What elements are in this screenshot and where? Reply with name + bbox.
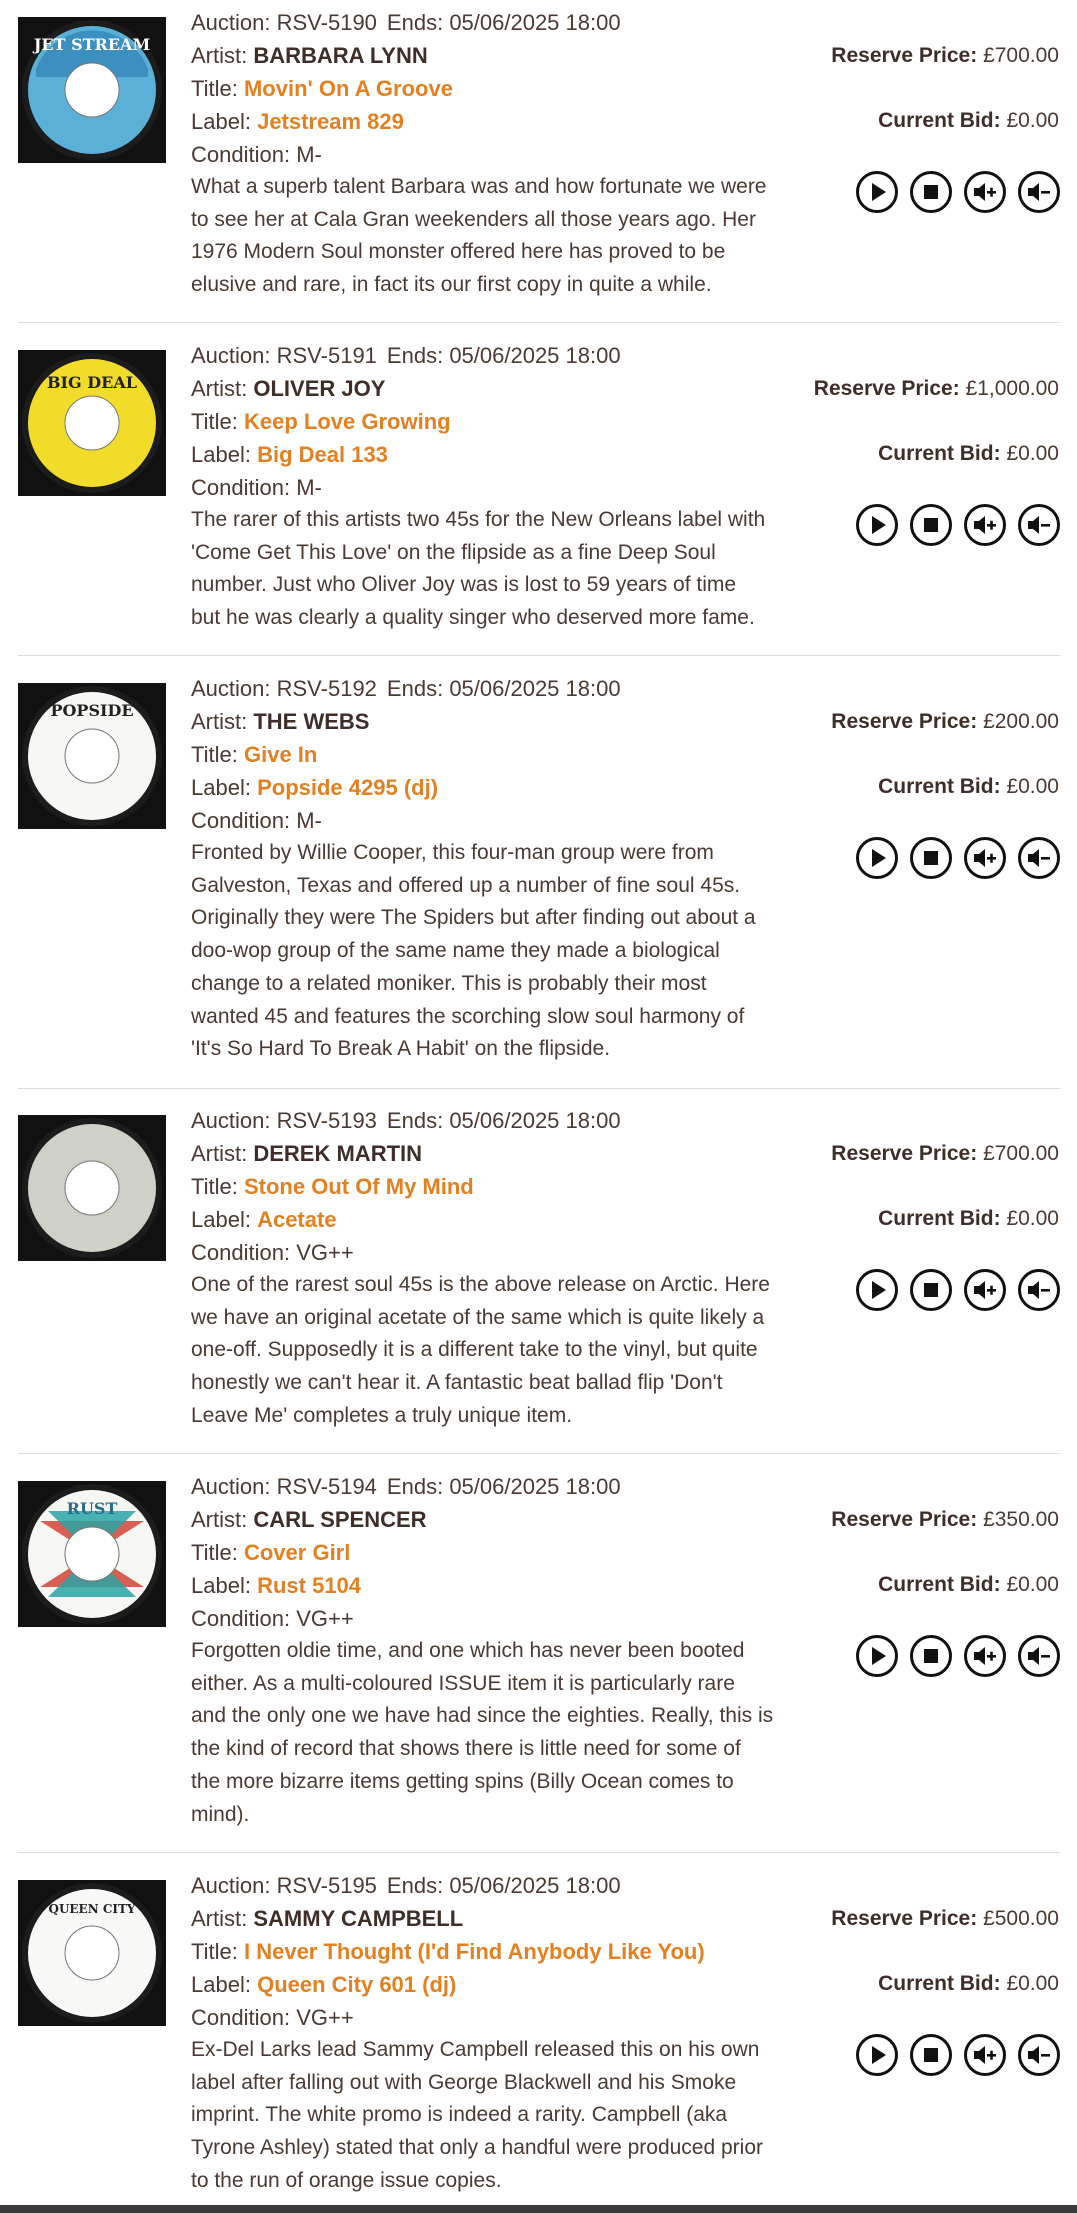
play-icon	[859, 1272, 895, 1308]
description-line: change to a related moniker. This is probably their most	[191, 971, 707, 995]
current-bid-value: £0.00	[1006, 442, 1059, 465]
play-icon	[859, 840, 895, 876]
artist-label: Artist:	[191, 1507, 248, 1532]
title-label: Title:	[191, 1540, 238, 1565]
condition-value: VG++	[296, 2005, 354, 2030]
auction-label: Auction:	[191, 1873, 271, 1898]
record-title[interactable]: Movin' On A Groove	[243, 76, 453, 101]
end-date: 05/06/2025 18:00	[449, 676, 621, 701]
volume-up-button[interactable]	[964, 1635, 1006, 1677]
auction-label: Auction:	[191, 676, 271, 701]
description	[191, 1269, 801, 1433]
play-icon	[859, 2037, 895, 2073]
reserve-value: £1,000.00	[965, 377, 1059, 400]
record-title[interactable]: Give In	[243, 742, 318, 767]
artist-label: Artist:	[191, 1906, 248, 1931]
record-image[interactable]	[18, 683, 166, 829]
description	[191, 837, 801, 1066]
title-label: Title:	[191, 1939, 238, 1964]
description-line: Galveston, Texas and offered up a number of fine soul 45s.	[191, 873, 741, 897]
label-label: Label:	[191, 1972, 251, 1997]
volume-up-button[interactable]	[964, 837, 1006, 879]
description-line: wanted 45 and features the scorching slow soul harmony of	[191, 1004, 745, 1028]
reserve-price	[831, 1139, 1059, 1169]
reserve-label: Reserve Price:	[831, 710, 978, 733]
record-image[interactable]	[18, 1481, 166, 1627]
volume-down-button[interactable]	[1018, 1269, 1060, 1311]
condition-label: Condition:	[191, 1240, 291, 1265]
end-date: 05/06/2025 18:00	[449, 1873, 621, 1898]
reserve-value: £500.00	[983, 1907, 1059, 1930]
play-button[interactable]	[856, 171, 898, 213]
condition-label: Condition:	[191, 2005, 291, 2030]
current-bid	[878, 439, 1059, 469]
play-icon	[859, 174, 895, 210]
description-line: Fronted by Willie Cooper, this four-man group were from	[191, 841, 714, 864]
current-bid-label: Current Bid:	[878, 1573, 1001, 1596]
artist-name: CARL SPENCER	[253, 1507, 427, 1532]
ends-label: Ends:	[386, 10, 444, 35]
record-title[interactable]: Keep Love Growing	[243, 409, 451, 434]
record-image[interactable]	[18, 1115, 166, 1261]
end-date: 05/06/2025 18:00	[449, 10, 621, 35]
description-line: label after falling out with George Blackwell and his Smoke	[191, 2070, 737, 2094]
volume-up-icon	[967, 1272, 1003, 1308]
play-button[interactable]	[856, 1635, 898, 1677]
description-line: one-off. Supposedly it is a different take to the vinyl, but quite	[191, 1338, 758, 1362]
description-line: to see her at Cala Gran weekenders all those years ago. Her	[191, 207, 756, 231]
stop-icon	[913, 174, 949, 210]
end-date: 05/06/2025 18:00	[449, 1474, 621, 1499]
auction-id: RSV-5191	[276, 343, 377, 368]
artist-name: SAMMY CAMPBELL	[253, 1906, 464, 1931]
end-date: 05/06/2025 18:00	[449, 343, 621, 368]
condition-value: VG++	[296, 1606, 354, 1631]
auction-id: RSV-5190	[276, 10, 377, 35]
reserve-value: £700.00	[983, 44, 1059, 67]
play-button[interactable]	[856, 1269, 898, 1311]
description-line: What a superb talent Barbara was and how fortunate we were	[191, 175, 767, 198]
condition-value: M-	[296, 142, 322, 167]
volume-down-icon	[1021, 1638, 1057, 1674]
item-divider	[18, 1453, 1060, 1454]
description-line: number. Just who Oliver Joy was is lost to 59 years of time	[191, 573, 737, 597]
condition-label: Condition:	[191, 1606, 291, 1631]
label-label: Label:	[191, 1573, 251, 1598]
auction-id: RSV-5194	[276, 1474, 377, 1499]
record-title[interactable]: Stone Out Of My Mind	[243, 1174, 474, 1199]
stop-icon	[913, 507, 949, 543]
reserve-label: Reserve Price:	[831, 1508, 978, 1531]
ends-label: Ends:	[386, 1474, 444, 1499]
play-button[interactable]	[856, 2034, 898, 2076]
end-date: 05/06/2025 18:00	[449, 1108, 621, 1133]
label-label: Label:	[191, 1207, 251, 1232]
current-bid	[878, 1570, 1059, 1600]
auction-label: Auction:	[191, 343, 271, 368]
volume-down-icon	[1021, 840, 1057, 876]
record-image[interactable]	[18, 350, 166, 496]
description-line: we have an original acetate of the same which is quite likely a	[191, 1305, 765, 1329]
reserve-price	[831, 1904, 1059, 1934]
current-bid-value: £0.00	[1006, 1207, 1059, 1230]
volume-up-button[interactable]	[964, 2034, 1006, 2076]
artist-label: Artist:	[191, 376, 248, 401]
record-image[interactable]	[18, 1880, 166, 2026]
artist-name: OLIVER JOY	[253, 376, 386, 401]
volume-up-icon	[967, 1638, 1003, 1674]
record-label[interactable]: Acetate	[257, 1207, 337, 1232]
item-divider	[18, 322, 1060, 323]
description-line: Tyrone Ashley) stated that only a handful were produced prior	[191, 2136, 764, 2160]
reserve-label: Reserve Price:	[831, 44, 978, 67]
reserve-value: £700.00	[983, 1142, 1059, 1165]
description	[191, 1635, 801, 1831]
disc-label-text: QUEEN CITY	[48, 1902, 136, 1916]
volume-down-icon	[1021, 1272, 1057, 1308]
description	[191, 2034, 801, 2198]
description	[191, 504, 801, 635]
stop-icon	[913, 1638, 949, 1674]
artist-label: Artist:	[191, 709, 248, 734]
stop-button[interactable]	[910, 1269, 952, 1311]
volume-up-icon	[967, 174, 1003, 210]
auction-id: RSV-5192	[276, 676, 377, 701]
description-line: Forgotten oldie time, and one which has never been booted	[191, 1639, 745, 1662]
auction-label: Auction:	[191, 1474, 271, 1499]
artist-label: Artist:	[191, 1141, 248, 1166]
player-controls	[856, 2034, 1060, 2082]
player-controls	[856, 837, 1060, 885]
volume-up-icon	[967, 840, 1003, 876]
stop-button[interactable]	[910, 504, 952, 546]
auction-id: RSV-5193	[276, 1108, 377, 1133]
artist-label: Artist:	[191, 43, 248, 68]
label-label: Label:	[191, 442, 251, 467]
reserve-price	[831, 1505, 1059, 1535]
item-divider	[18, 1852, 1060, 1853]
title-label: Title:	[191, 76, 238, 101]
ends-label: Ends:	[386, 676, 444, 701]
description-line: 1976 Modern Soul monster offered here has proved to be	[191, 240, 726, 264]
current-bid	[878, 106, 1059, 136]
record-label[interactable]: Popside 4295 (dj)	[257, 775, 439, 800]
item-divider	[18, 1088, 1060, 1089]
description-line: Originally they were The Spiders but after finding out about a	[191, 906, 756, 930]
label-label: Label:	[191, 775, 251, 800]
disc-label-text: BIG DEAL	[47, 373, 137, 392]
play-icon	[859, 1638, 895, 1674]
record-label[interactable]: Queen City 601 (dj)	[257, 1972, 457, 1997]
current-bid-value: £0.00	[1006, 1573, 1059, 1596]
volume-down-button[interactable]	[1018, 1635, 1060, 1677]
volume-up-icon	[967, 507, 1003, 543]
current-bid	[878, 772, 1059, 802]
description-line: mind).	[191, 1802, 250, 1826]
volume-down-icon	[1021, 174, 1057, 210]
current-bid	[878, 1969, 1059, 1999]
description	[191, 171, 801, 302]
volume-down-icon	[1021, 2037, 1057, 2073]
record-label[interactable]: Big Deal 133	[257, 442, 388, 467]
reserve-label: Reserve Price:	[831, 1142, 978, 1165]
current-bid-value: £0.00	[1006, 775, 1059, 798]
artist-name: DEREK MARTIN	[253, 1141, 423, 1166]
stop-button[interactable]	[910, 171, 952, 213]
stop-button[interactable]	[910, 837, 952, 879]
auction-label: Auction:	[191, 10, 271, 35]
auction-id: RSV-5195	[276, 1873, 377, 1898]
record-label[interactable]: Rust 5104	[257, 1573, 362, 1598]
player-controls	[856, 1269, 1060, 1317]
description-line: the more bizarre items getting spins (Billy Ocean comes to	[191, 1769, 734, 1793]
current-bid-value: £0.00	[1006, 109, 1059, 132]
current-bid-label: Current Bid:	[878, 1972, 1001, 1995]
ends-label: Ends:	[386, 343, 444, 368]
record-title[interactable]: I Never Thought (I'd Find Anybody Like You)	[243, 1939, 705, 1964]
stop-button[interactable]	[910, 2034, 952, 2076]
reserve-value: £200.00	[983, 710, 1059, 733]
volume-up-button[interactable]	[964, 171, 1006, 213]
description-line: elusive and rare, in fact its our first copy in quite a while.	[191, 273, 712, 297]
volume-down-icon	[1021, 507, 1057, 543]
reserve-price	[831, 707, 1059, 737]
reserve-value: £350.00	[983, 1508, 1059, 1531]
play-button[interactable]	[856, 504, 898, 546]
volume-up-button[interactable]	[964, 504, 1006, 546]
artist-name: THE WEBS	[253, 709, 370, 734]
current-bid-label: Current Bid:	[878, 1207, 1001, 1230]
condition-label: Condition:	[191, 142, 291, 167]
condition-label: Condition:	[191, 475, 291, 500]
description-line: honestly we can't hear it. A fantastic beat ballad flip 'Don't	[191, 1371, 723, 1395]
description-line: the kind of record that shows there is little need for some of	[191, 1737, 741, 1761]
stop-icon	[913, 840, 949, 876]
current-bid-value: £0.00	[1006, 1972, 1059, 1995]
reserve-price	[814, 374, 1059, 404]
reserve-label: Reserve Price:	[813, 377, 960, 400]
disc-label-text: RUST	[66, 1499, 118, 1518]
item-divider	[18, 655, 1060, 656]
disc-label-text: JET STREAM	[33, 35, 151, 54]
artist-name: BARBARA LYNN	[253, 43, 428, 68]
play-button[interactable]	[856, 837, 898, 879]
disc-label-text: POPSIDE	[50, 701, 134, 720]
condition-label: Condition:	[191, 808, 291, 833]
record-label[interactable]: Jetstream 829	[257, 109, 404, 134]
title-label: Title:	[191, 409, 238, 434]
condition-value: VG++	[296, 1240, 354, 1265]
volume-down-button[interactable]	[1018, 504, 1060, 546]
current-bid-label: Current Bid:	[878, 775, 1001, 798]
description-line: to the run of orange issue copies.	[191, 2168, 502, 2192]
title-label: Title:	[191, 1174, 238, 1199]
ends-label: Ends:	[386, 1873, 444, 1898]
description-line: either. As a multi-coloured ISSUE item it is particularly rare	[191, 1671, 735, 1695]
description-line: and the only one we have had since the eighties. Really, this is	[191, 1704, 774, 1728]
label-label: Label:	[191, 109, 251, 134]
volume-down-button[interactable]	[1018, 837, 1060, 879]
auction-label: Auction:	[191, 1108, 271, 1133]
description-line: doo-wop group of the same name they made a biological	[191, 939, 720, 963]
description-line: Leave Me' completes a truly unique item.	[191, 1403, 573, 1427]
condition-value: M-	[296, 475, 322, 500]
description-line: imprint. The white promo is indeed a rarity. Campbell (aka	[191, 2103, 728, 2127]
description-line: but he was clearly a quality singer who deserved more fame.	[191, 606, 755, 630]
ends-label: Ends:	[386, 1108, 444, 1133]
volume-up-icon	[967, 2037, 1003, 2073]
description-line: 'It's So Hard To Break A Habit' on the flipside.	[191, 1037, 611, 1061]
stop-icon	[913, 1272, 949, 1308]
current-bid-label: Current Bid:	[878, 442, 1001, 465]
description-line: The rarer of this artists two 45s for the New Orleans label with	[191, 508, 766, 531]
condition-value: M-	[296, 808, 322, 833]
reserve-label: Reserve Price:	[831, 1907, 978, 1930]
current-bid	[878, 1204, 1059, 1234]
play-icon	[859, 507, 895, 543]
volume-up-button[interactable]	[964, 1269, 1006, 1311]
description-line: Ex-Del Larks lead Sammy Campbell released this on his own	[191, 2038, 760, 2061]
player-controls	[856, 504, 1060, 552]
player-controls	[856, 171, 1060, 219]
stop-icon	[913, 2037, 949, 2073]
volume-down-button[interactable]	[1018, 171, 1060, 213]
volume-down-button[interactable]	[1018, 2034, 1060, 2076]
description-line: 'Come Get This Love' on the flipside as a fine Deep Soul	[191, 540, 716, 564]
record-title[interactable]: Cover Girl	[243, 1540, 351, 1565]
description-line: One of the rarest soul 45s is the above release on Arctic. Here	[191, 1273, 770, 1296]
player-controls	[856, 1635, 1060, 1683]
stop-button[interactable]	[910, 1635, 952, 1677]
reserve-price	[831, 41, 1059, 71]
record-image[interactable]	[18, 17, 166, 163]
bottom-bar	[0, 2205, 1077, 2213]
current-bid-label: Current Bid:	[878, 109, 1001, 132]
title-label: Title:	[191, 742, 238, 767]
